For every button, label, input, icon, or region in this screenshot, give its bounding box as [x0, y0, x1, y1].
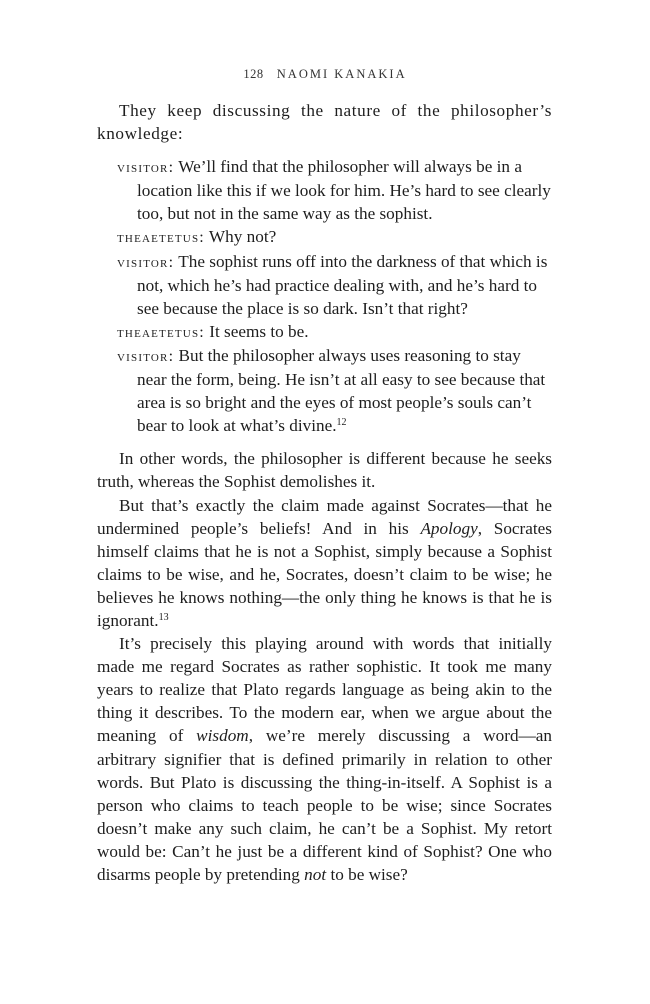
dialogue-text: We’ll find that the philosopher will always be in a location like this if we look for him. He’s hard to see clearly too, but not in the same way as the sophist.: [137, 157, 551, 224]
dialogue-text: But the philosopher always uses reasoning to stay near the form, being. He isn’t at all easy to see because that area is so bright and the eyes of most people’s souls can’t bear to look at what’s divine.: [137, 345, 546, 436]
paragraph: [97, 494, 552, 633]
intro-paragraph: They keep discussing the nature of the philosopher’s knowledge:: [97, 101, 552, 144]
paragraph: In other words, the philosopher is different because he seeks truth, whereas the Sophist demolishes it.: [97, 449, 552, 492]
author-name: NAOMI KANAKIA: [276, 67, 407, 81]
italic-word: not: [304, 865, 327, 884]
speaker-label: theaetetus:: [117, 229, 205, 247]
dialogue-line: [117, 344, 552, 437]
speaker-label: visitor:: [117, 347, 175, 365]
page-number: 128: [243, 67, 264, 81]
paragraph: [97, 632, 552, 886]
dialogue-line: [117, 250, 552, 320]
text-run: It’s precisely this playing around with words that initially made me regard Socrates as rather sophistic. It took me many years to realize that Plato regards language as being akin to the thing it describes. To the modern ear, when we argue about the meaning of: [97, 634, 552, 746]
text-run: , we’re merely discussing a word—an arbitrary signifier that is defined primarily in relation to other words. But Plato is discussing the thing-in-itself. A Sophist is a person who claims to teach people to be wise; since Socrates doesn’t make any such claim, he can’t be a Sophist. My retort would be: Can’t he just be a different kind of Sophist? One who disarms people by pretending: [97, 726, 552, 884]
text-run: But that’s exactly the claim made against Socrates—that he undermined people’s beliefs! And in his: [97, 495, 552, 538]
dialogue-line: [117, 225, 552, 249]
speaker-label: theaetetus:: [117, 323, 205, 341]
dialogue-block: [117, 155, 552, 437]
body-text: [97, 99, 552, 886]
dialogue-line: [117, 155, 552, 225]
text-run: , Socrates himself claims that he is not a Sophist, simply because a Sophist claims to be wise, and he, Socrates, doesn’t claim to be wise; he believes he knows nothing—the only thing he knows is that he is ignorant.: [97, 518, 552, 630]
italic-word: wisdom: [196, 726, 249, 746]
dialogue-text: Why not?: [208, 227, 277, 247]
dialogue-line: [117, 320, 552, 344]
italic-title: Apology: [420, 518, 478, 538]
speaker-label: visitor:: [117, 159, 175, 177]
footnote-ref[interactable]: 12: [336, 417, 347, 429]
footnote-ref[interactable]: 13: [158, 611, 169, 623]
dialogue-text: It seems to be.: [209, 321, 309, 341]
dialogue-text: The sophist runs off into the darkness of that which is not, which he’s had practice dealing with, and he’s hard to see because the place is so dark. Isn’t that right?: [137, 251, 548, 318]
running-head: [0, 67, 650, 82]
speaker-label: visitor:: [117, 253, 175, 271]
text-run: to be wise?: [326, 865, 408, 884]
